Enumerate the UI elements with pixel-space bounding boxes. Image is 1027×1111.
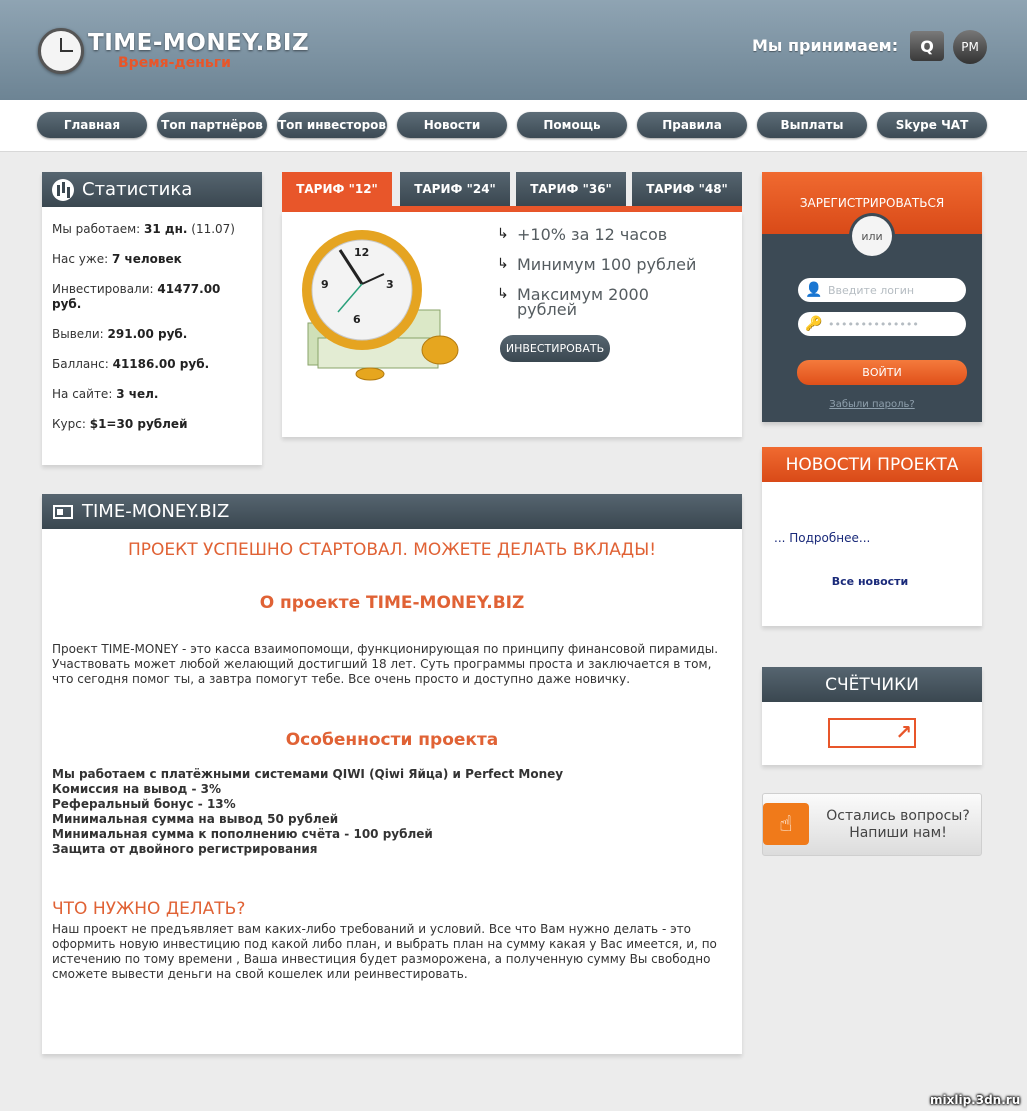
about-title: О проекте TIME-MONEY.BIZ <box>259 593 525 613</box>
stat-value: 7 человек <box>111 252 182 266</box>
main-content-panel <box>42 494 742 1054</box>
stat-row <box>52 387 252 402</box>
help-line-1: Остались вопросы? <box>826 808 970 824</box>
or-divider: или <box>852 216 892 256</box>
logo-subtitle: Время-деньги <box>118 55 231 71</box>
stat-value: 31 дн. <box>144 222 188 236</box>
clock-money-image <box>300 228 460 388</box>
clock-number-6: 6 <box>353 313 361 326</box>
news-panel <box>762 447 982 626</box>
all-news-link[interactable]: Все новости <box>831 575 909 588</box>
tab-tariff-24[interactable]: ТАРИФ "24" <box>400 172 510 206</box>
perfect-money-icon[interactable]: PM <box>953 30 987 64</box>
password-input[interactable] <box>798 312 966 336</box>
tariff-feature-text: Максимум 2000 рублей <box>517 285 649 319</box>
site-header <box>0 0 1027 100</box>
help-text <box>813 808 983 842</box>
tariff-feature-text: +10% за 12 часов <box>517 225 668 244</box>
invest-button[interactable]: ИНВЕСТИРОВАТЬ <box>500 335 610 362</box>
stat-row <box>52 282 252 312</box>
nav-help[interactable]: Помощь <box>517 112 627 138</box>
features-title: Особенности проекта <box>285 730 499 750</box>
stat-row <box>52 252 252 267</box>
counters-title: СЧЁТЧИКИ <box>762 667 982 702</box>
stat-value: $1=30 рублей <box>89 417 188 431</box>
user-icon: 👤 <box>805 282 823 298</box>
counter-widget[interactable] <box>828 718 916 748</box>
login-placeholder: Введите логин <box>828 283 915 297</box>
feature-item: Реферальный бонус - 13% <box>52 797 236 811</box>
watermark: mixlip.3dn.ru <box>930 1093 1021 1107</box>
tariff-tabs <box>282 172 742 212</box>
clock-number-3: 3 <box>386 278 394 291</box>
tariff-feature <box>497 287 712 317</box>
register-button[interactable]: ЗАРЕГИСТРИРОВАТЬСЯ <box>762 172 982 234</box>
stats-header <box>42 172 262 207</box>
counters-panel <box>762 667 982 765</box>
nav-top-partners[interactable]: Топ партнёров <box>157 112 267 138</box>
logo-clock-icon[interactable] <box>38 28 84 74</box>
stat-label: На сайте: <box>52 387 113 401</box>
feature-item: Минимальная сумма на вывод 50 рублей <box>52 812 339 826</box>
nav-payouts[interactable]: Выплаты <box>757 112 867 138</box>
nav-top-investors[interactable]: Топ инвесторов <box>277 112 387 138</box>
forgot-password-link[interactable]: Забыли пароль? <box>829 399 915 410</box>
nav-rules[interactable]: Правила <box>637 112 747 138</box>
bar-chart-icon <box>52 179 74 201</box>
stat-label: Вывели: <box>52 327 104 341</box>
stat-label: Инвестировали: <box>52 282 154 296</box>
headline: ПРОЕКТ УСПЕШНО СТАРТОВАЛ. МОЖЕТЕ ДЕЛАТЬ ВКЛАДЫ! <box>127 540 657 560</box>
todo-text: Наш проект не предъявляет вам каких-либо требований и условий. Все что Вам нужно делать - это оформить новую инвестицию под какой либо план, и выбрать план на сумму какая у Вас имеется, и, по истечению по тому времени , Ваша инвестиция будет разморожена, а полученную сумму Вы свободно сможете вывести деньги на свой кошелек или реинвестировать. <box>52 922 717 981</box>
news-title: НОВОСТИ ПРОЕКТА <box>762 447 982 482</box>
arrow-up-right-icon: ↗ <box>895 720 912 744</box>
arrow-icon: ↳ <box>497 286 509 302</box>
main-header <box>42 494 742 529</box>
feature-item: Комиссия на вывод - 3% <box>52 782 222 796</box>
main-title: TIME-MONEY.BIZ <box>82 501 230 522</box>
logo-title[interactable]: TIME-MONEY.BIZ <box>88 30 310 56</box>
nav-news[interactable]: Новости <box>397 112 507 138</box>
nav-skype-chat[interactable]: Skype ЧАТ <box>877 112 987 138</box>
tariff-feature <box>497 257 712 272</box>
login-box <box>762 172 982 422</box>
help-line-2: Напиши нам! <box>849 825 947 841</box>
password-placeholder: •••••••••••••• <box>828 317 919 331</box>
stat-label: Нас уже: <box>52 252 109 266</box>
tab-tariff-12[interactable]: ТАРИФ "12" <box>282 172 392 206</box>
about-text: Проект TIME-MONEY - это касса взаимопомощи, функционирующая по принципу финансовой пирамиды. Участвовать может любой желающий достигший 18 лет. Суть программы проста и заключается в том, что сегодня помог ты, а завтра помогут тебе. Все очень просто и доступно даже новичку. <box>52 642 719 686</box>
help-banner[interactable] <box>762 793 982 856</box>
main-nav <box>0 100 1027 152</box>
nav-home[interactable]: Главная <box>37 112 147 138</box>
stat-row <box>52 222 252 237</box>
todo-title: ЧТО НУЖНО ДЕЛАТЬ? <box>52 899 246 919</box>
tab-tariff-36[interactable]: ТАРИФ "36" <box>516 172 626 206</box>
login-input[interactable] <box>798 278 966 302</box>
newspaper-icon <box>53 505 73 519</box>
feature-item: Мы работаем с платёжными системами QIWI (Qiwi Яйца) и Perfect Money <box>52 767 564 781</box>
stat-label: Мы работаем: <box>52 222 141 236</box>
arrow-icon: ↳ <box>497 226 509 242</box>
stats-panel <box>42 172 262 465</box>
stat-extra: (11.07) <box>191 222 235 236</box>
feature-item: Минимальная сумма к пополнению счёта - 100 рублей <box>52 827 433 841</box>
payments-accept-label: Мы принимаем: <box>752 36 899 55</box>
features-list <box>52 767 727 857</box>
stat-row <box>52 327 252 342</box>
news-more-link[interactable]: ... Подробнее... <box>774 531 871 545</box>
tab-tariff-48[interactable]: ТАРИФ "48" <box>632 172 742 206</box>
pointing-hand-icon: ☝ <box>763 803 809 845</box>
stat-value: 41477.00 руб. <box>52 282 221 311</box>
stat-value: 3 чел. <box>116 387 159 401</box>
stat-value: 291.00 руб. <box>107 327 188 341</box>
feature-item: Защита от двойного регистрирования <box>52 842 318 856</box>
clock-number-9: 9 <box>321 278 329 291</box>
stat-label: Курс: <box>52 417 86 431</box>
stat-row <box>52 417 252 432</box>
arrow-icon: ↳ <box>497 256 509 272</box>
stat-label: Балланс: <box>52 357 109 371</box>
stat-row <box>52 357 252 372</box>
qiwi-icon[interactable]: Q <box>910 31 944 61</box>
login-button[interactable]: ВОЙТИ <box>797 360 967 385</box>
stat-value: 41186.00 руб. <box>112 357 210 371</box>
tariff-feature <box>497 227 712 242</box>
stats-title: Статистика <box>82 179 193 200</box>
tariff-feature-text: Минимум 100 рублей <box>517 255 697 274</box>
clock-number-12: 12 <box>354 246 370 259</box>
key-icon: 🔑 <box>805 316 823 332</box>
